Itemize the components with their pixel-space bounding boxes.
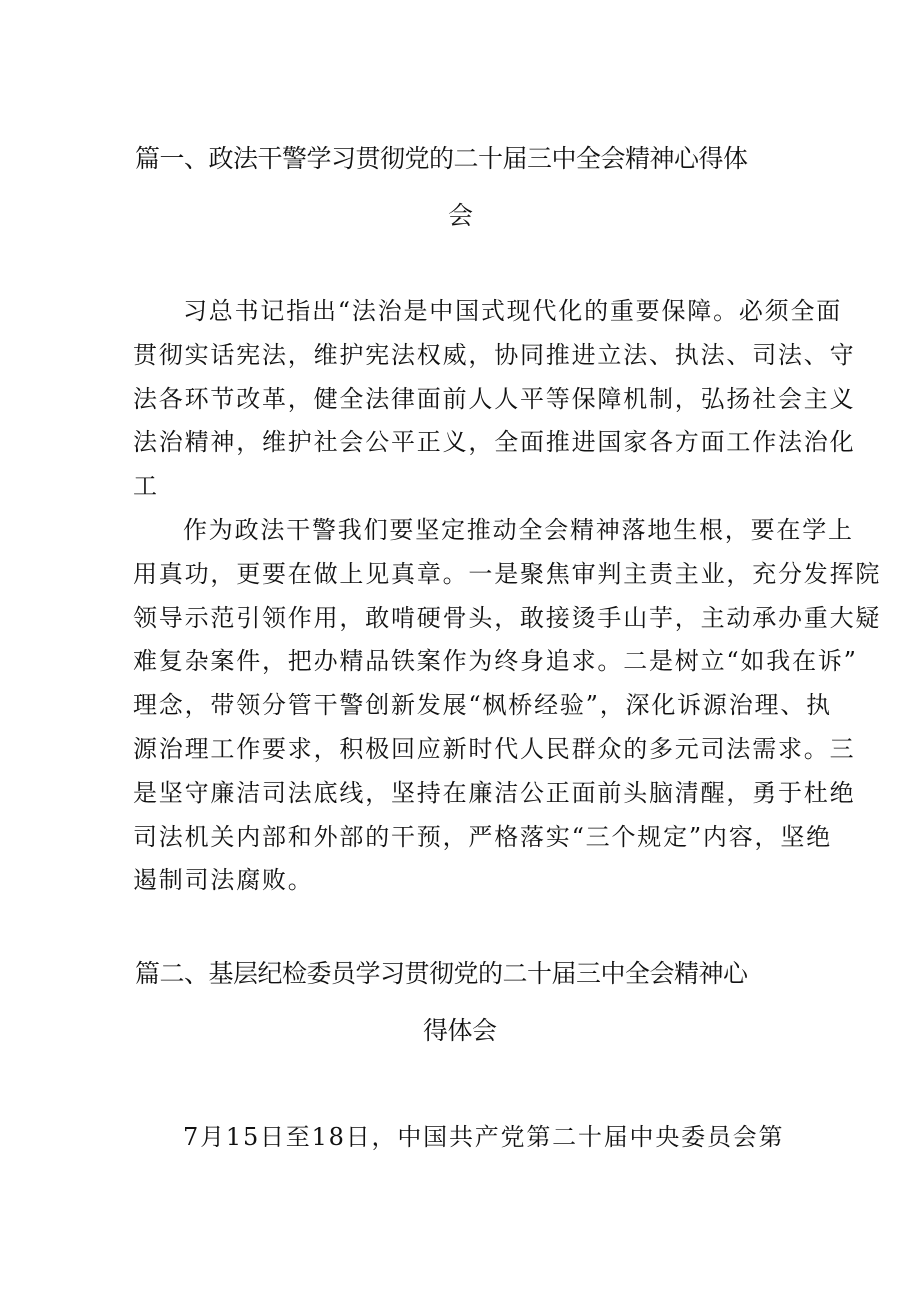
paragraph-line: 法治精神，维护社会公平正义，全面推进国家各方面工作法治化: [133, 428, 856, 457]
section1-paragraph2: [133, 509, 882, 903]
paragraph-line: 源治理工作要求，积极回应新时代人民群众的多元司法需求。三: [133, 734, 856, 763]
section1-paragraph1: [133, 290, 856, 509]
paragraph-line: 工: [133, 472, 159, 501]
section2-title-line2: 得体会: [423, 1016, 497, 1045]
paragraph-line-text: 作为政法干警我们要坚定推动全会精神落地生根，要在学上: [183, 516, 854, 544]
paragraph-line: 用真功，更要在做上见真章。一是聚焦审判主责主业，充分发挥院: [133, 559, 882, 588]
section1-title-line2: 会: [448, 201, 473, 230]
paragraph-line-text: 习总书记指出“法治是中国式现代化的重要保障。必须全面: [183, 297, 843, 325]
paragraph-line: 法各环节改革，健全法律面前人人平等保障机制，弘扬社会主义: [133, 384, 856, 413]
paragraph-line: 贯彻实话宪法，维护宪法权威，协同推进立法、执法、司法、守: [133, 340, 856, 369]
paragraph-line: 难复杂案件，把办精品铁案作为终身追求。二是树立“如我在诉”: [133, 647, 858, 676]
paragraph-line: 司法机关内部和外部的干预，严格落实“三个规定”内容，坚绝: [133, 822, 832, 851]
section2-title-line1: 篇二、基层纪检委员学习贯彻党的二十届三中全会精神心: [135, 959, 748, 988]
paragraph-line: 是坚守廉洁司法底线，坚持在廉洁公正面前头脑清醒，勇于杜绝: [133, 778, 856, 807]
paragraph-line: 理念，带领分管干警创新发展“枫桥经验”，深化诉源治理、执: [133, 691, 832, 720]
paragraph-line: 遏制司法腐败。: [133, 866, 314, 895]
section1-title-line1: 篇一、政法干警学习贯彻党的二十届三中全会精神心得体: [135, 144, 748, 173]
section2-paragraph1: [133, 1116, 793, 1160]
paragraph-line: [133, 290, 843, 334]
paragraph-line-text: 7月15日至18日，中国共产党第二十届中央委员会第: [183, 1123, 785, 1151]
paragraph-line: [133, 509, 854, 553]
paragraph-line: 领导示范引领作用，敢啃硬骨头，敢接烫手山芋，主动承办重大疑: [133, 603, 882, 632]
paragraph-line: [133, 1116, 793, 1160]
